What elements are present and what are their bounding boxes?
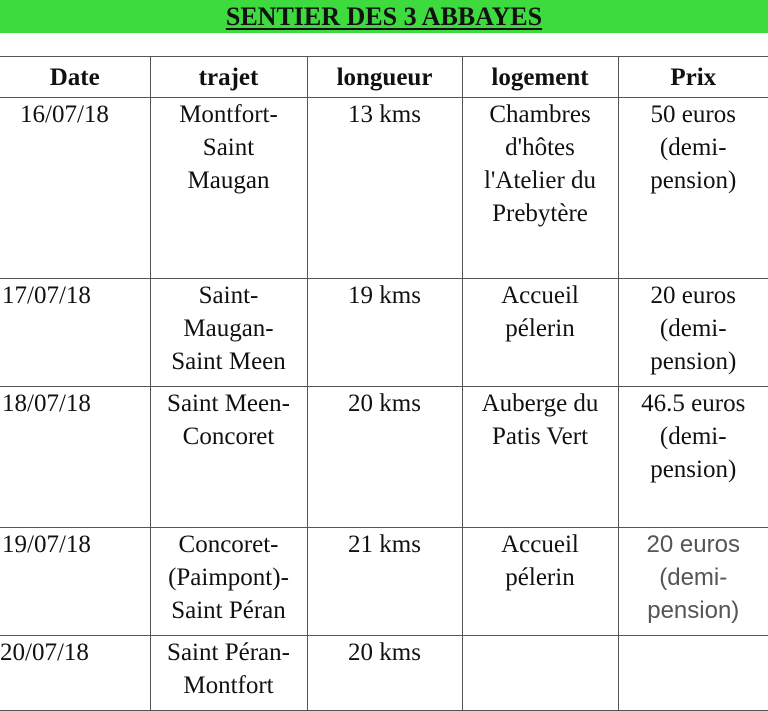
cell-prix bbox=[618, 387, 768, 528]
trajet-line: Maugan- bbox=[183, 315, 274, 342]
cell-date: 19/07/18 bbox=[0, 528, 150, 636]
trajet-line: Saint Péran- bbox=[167, 639, 290, 666]
logement-line: Accueil bbox=[501, 531, 579, 558]
trajet-line: Concoret- bbox=[178, 531, 279, 558]
trajet-line: Montfort- bbox=[179, 101, 278, 128]
prix-line: 20 euros bbox=[650, 282, 736, 309]
table-row bbox=[0, 528, 768, 636]
cell-longueur: 20 kms bbox=[307, 387, 462, 528]
trajet-line: Concoret bbox=[182, 423, 275, 450]
table-row bbox=[0, 279, 768, 387]
cell-trajet bbox=[150, 279, 307, 387]
page-title: SENTIER DES 3 ABBAYES bbox=[225, 2, 543, 31]
logement-line: Patis Vert bbox=[491, 423, 589, 450]
cell-longueur: 19 kms bbox=[307, 279, 462, 387]
prix-line: (demi- bbox=[659, 564, 728, 591]
logement-line: l'Atelier du bbox=[483, 167, 597, 194]
prix-line: 20 euros bbox=[646, 531, 740, 558]
cell-date: 18/07/18 bbox=[0, 387, 150, 528]
prix-line: 50 euros bbox=[650, 101, 736, 128]
trajet-line: Maugan bbox=[187, 167, 270, 194]
trajet-line: Saint Péran bbox=[171, 597, 286, 624]
cell-date: 17/07/18 bbox=[0, 279, 150, 387]
trajet-line: Saint Meen bbox=[171, 348, 286, 375]
logement-line: Accueil bbox=[501, 282, 579, 309]
header-longueur: longueur bbox=[307, 57, 462, 98]
header-trajet: trajet bbox=[150, 57, 307, 98]
cell-prix bbox=[618, 279, 768, 387]
cell-longueur: 21 kms bbox=[307, 528, 462, 636]
logement-line: pélerin bbox=[505, 564, 575, 591]
cell-trajet bbox=[150, 387, 307, 528]
cell-trajet bbox=[150, 98, 307, 279]
cell-trajet bbox=[150, 636, 307, 711]
logement-line: pélerin bbox=[505, 315, 575, 342]
cell-date: 20/07/18 bbox=[0, 636, 150, 711]
table-row bbox=[0, 98, 768, 279]
prix-line: 46.5 euros bbox=[641, 390, 746, 417]
cell-date: 16/07/18 bbox=[0, 98, 150, 279]
logement-line: Auberge du bbox=[481, 390, 599, 417]
itinerary-table bbox=[0, 56, 768, 711]
logement-line: Prebytère bbox=[492, 200, 588, 227]
header-logement: logement bbox=[462, 57, 618, 98]
table-row bbox=[0, 636, 768, 711]
prix-line: (demi- bbox=[659, 134, 727, 161]
header-date: Date bbox=[0, 57, 150, 98]
trajet-line: Saint bbox=[202, 134, 255, 161]
table-header-row bbox=[0, 57, 768, 98]
trajet-line: Montfort bbox=[183, 672, 274, 699]
cell-logement bbox=[462, 279, 618, 387]
table-row bbox=[0, 387, 768, 528]
prix-line: pension) bbox=[650, 167, 737, 194]
cell-prix bbox=[618, 98, 768, 279]
cell-logement bbox=[462, 387, 618, 528]
prix-line: (demi- bbox=[659, 423, 727, 450]
trajet-line: Saint- bbox=[198, 282, 259, 309]
title-banner bbox=[0, 0, 768, 33]
cell-longueur: 13 kms bbox=[307, 98, 462, 279]
prix-line: pension) bbox=[650, 348, 737, 375]
cell-logement bbox=[462, 636, 618, 711]
cell-prix bbox=[618, 636, 768, 711]
trajet-line: (Paimpont)- bbox=[168, 564, 289, 591]
prix-line: pension) bbox=[647, 597, 740, 624]
prix-line: pension) bbox=[650, 456, 737, 483]
cell-logement bbox=[462, 528, 618, 636]
trajet-line: Saint Meen- bbox=[167, 390, 290, 417]
cell-longueur: 20 kms bbox=[307, 636, 462, 711]
logement-line: Chambres bbox=[489, 101, 591, 128]
logement-line: d'hôtes bbox=[505, 134, 575, 161]
prix-line: (demi- bbox=[659, 315, 727, 342]
cell-logement bbox=[462, 98, 618, 279]
cell-prix bbox=[618, 528, 768, 636]
header-prix: Prix bbox=[618, 57, 768, 98]
cell-trajet bbox=[150, 528, 307, 636]
